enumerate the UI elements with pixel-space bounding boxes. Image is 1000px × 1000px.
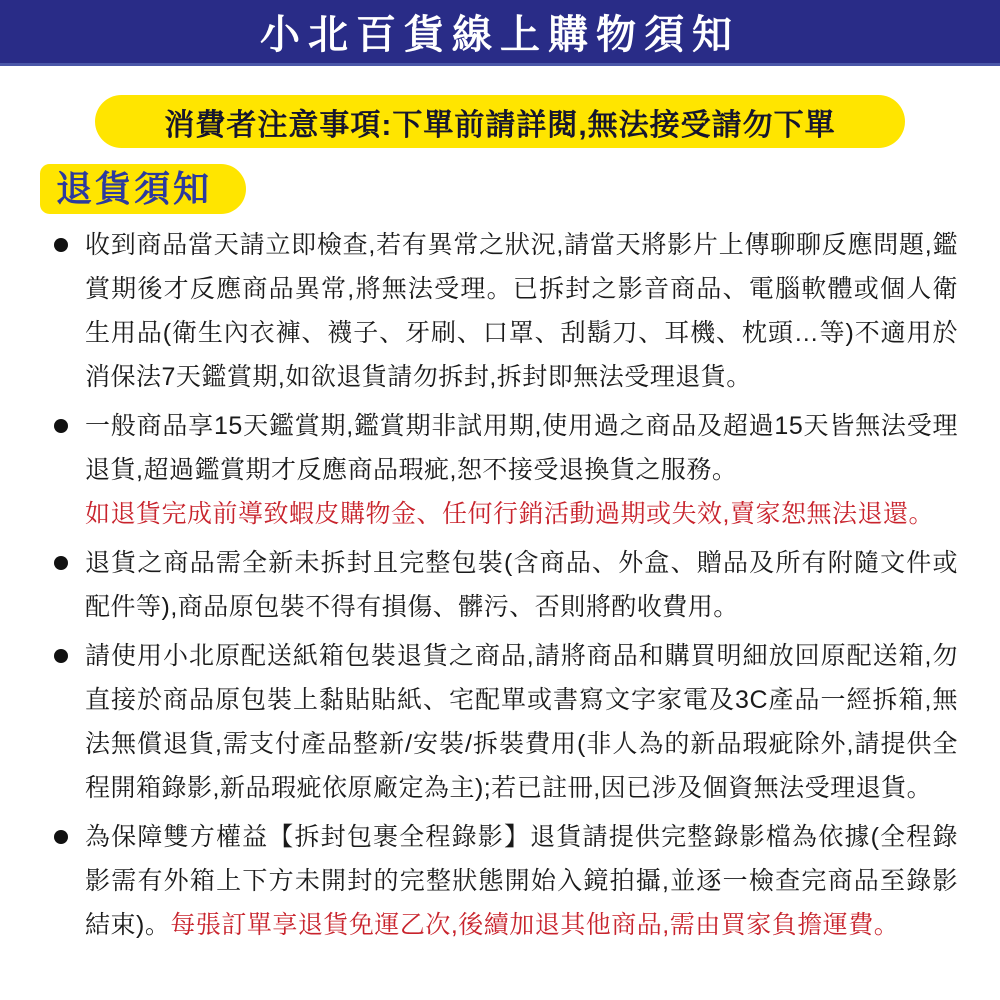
- list-item: [85, 541, 958, 629]
- page-title: 小北百貨線上購物須知: [260, 13, 740, 57]
- bullet-icon: [54, 830, 68, 844]
- list-item: [85, 404, 958, 536]
- return-section-badge: [40, 164, 246, 214]
- notice-bar: [95, 95, 905, 148]
- list-item: [85, 223, 958, 399]
- list-item-text: 請使用小北原配送紙箱包裝退貨之商品,請將商品和購買明細放回原配送箱,勿直接於商品原包裝上黏貼貼紙、宅配單或書寫文字家電及3C產品一經拆箱,無法無償退貨,需支付產品整新/安裝/拆裝費用(非人為的新品瑕疵除外,請提供全程開箱錄影,新品瑕疵依原廠定為主);若已註冊,因已涉及個資無法受理退貨。: [85, 642, 958, 802]
- alert-text: 如退貨完成前導致蝦皮購物金、任何行銷活動過期或失效,賣家恕無法退還。: [85, 500, 934, 528]
- page-header: [0, 0, 1000, 66]
- return-policy-list: [85, 223, 958, 947]
- bullet-icon: [54, 419, 68, 433]
- bullet-icon: [54, 556, 68, 570]
- return-section-badge-label: 退貨須知: [56, 168, 213, 209]
- list-item-text: 退貨之商品需全新未拆封且完整包裝(含商品、外盒、贈品及所有附隨文件或配件等),商品原包裝不得有損傷、髒污、否則將酌收費用。: [85, 549, 958, 621]
- list-item-text: 收到商品當天請立即檢查,若有異常之狀況,請當天將影片上傳聊聊反應問題,鑑賞期後才反應商品異常,將無法受理。已拆封之影音商品、電腦軟體或個人衛生用品(衛生內衣褲、襪子、牙刷、口罩、刮鬍刀、耳機、枕頭…等)不適用於消保法7天鑑賞期,如欲退貨請勿拆封,拆封即無法受理退貨。: [85, 231, 958, 391]
- list-item: [85, 815, 958, 947]
- bullet-icon: [54, 649, 68, 663]
- list-item: [85, 634, 958, 810]
- bullet-icon: [54, 238, 68, 252]
- alert-text: 每張訂單享退貨免運乙次,後續加退其他商品,需由買家負擔運費。: [170, 911, 900, 939]
- list-item-text: 為保障雙方權益【拆封包裹全程錄影】退貨請提供完整錄影檔為依據(全程錄影需有外箱上下方未開封的完整狀態開始入鏡拍攝,並逐一檢查完商品至錄影結束)。: [85, 823, 958, 939]
- notice-bar-text: 消費者注意事項:下單前請詳閱,無法接受請勿下單: [164, 108, 836, 142]
- list-item-text: 一般商品享15天鑑賞期,鑑賞期非試用期,使用過之商品及超過15天皆無法受理退貨,超過鑑賞期才反應商品瑕疵,恕不接受退換貨之服務。: [85, 412, 958, 484]
